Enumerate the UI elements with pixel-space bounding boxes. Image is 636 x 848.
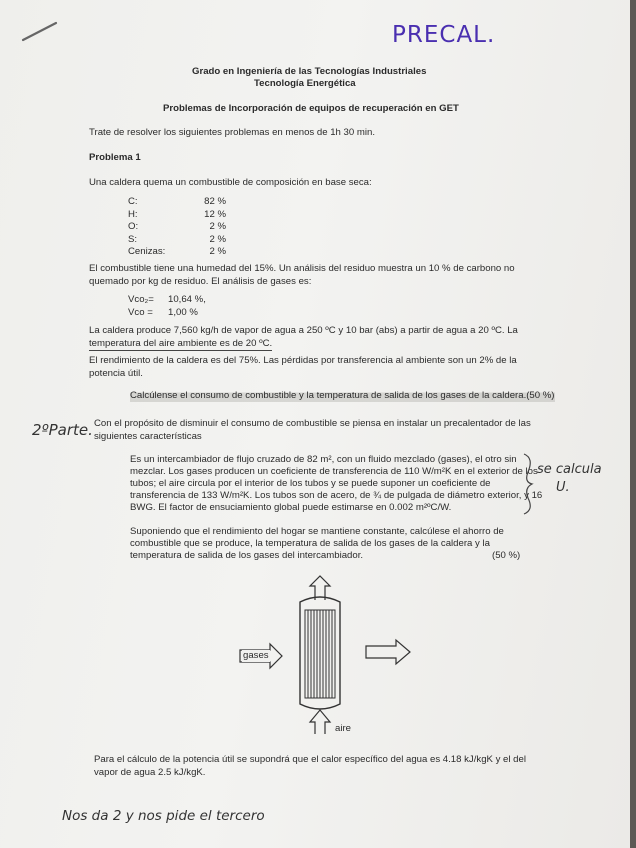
header-line-2: Tecnología Energética [254, 78, 356, 89]
production-line-2: temperatura del aire ambiente es de 20 ºC. [89, 338, 273, 349]
exchanger-line-5: BWG. El factor de ensuciamiento global puede estimarse en 0.002 m²ºC/W. [130, 502, 452, 513]
composition-row: O: 2 % [128, 221, 226, 233]
handwritten-part-2: 2ºParte. [32, 421, 93, 439]
part2-line-2: siguientes características [94, 431, 202, 442]
composition-row: H: 12 % [128, 208, 226, 220]
humidity-line-2: quemado por kg de residuo. El análisis de gases es: [89, 276, 312, 287]
assumption-line-3: temperatura de salida de los gases del intercambiador. [130, 550, 364, 561]
composition-row: S: 2 % [128, 233, 226, 245]
footnote-line-2: vapor de agua 2.5 kJ/kgK. [94, 767, 206, 778]
handwritten-note-line-2: U. [556, 480, 570, 495]
header-line-1: Grado en Ingeniería de las Tecnologías Industriales [192, 66, 427, 77]
composition-row: C: 82 % [128, 196, 226, 207]
gas-row: Vco₂= 10,64 %, [128, 294, 206, 305]
footnote-line-1: Para el cálculo de la potencia útil se supondrá que el calor específico del agua es 4.18 kJ/kgK y el del [94, 754, 526, 765]
exchanger-line-4: transferencia de 133 W/m²K. Los tubos son de acero, de ¾ de pulgada de diámetro exterior, y 16 [130, 490, 543, 501]
pen-stroke-mark [20, 20, 60, 44]
assumption-line-1: Suponiendo que el rendimiento del hogar se mantiene constante, calcúlese el ahorro de [130, 526, 504, 537]
diagram-label-gases: gases [243, 650, 269, 661]
handwritten-footer: Nos da 2 y nos pide el tercero [62, 808, 265, 824]
diagram-label-aire: aire [335, 723, 351, 734]
problem-intro: Una caldera quema un combustible de composición en base seca: [89, 177, 372, 188]
production-line-1: La caldera produce 7,560 kg/h de vapor de agua a 250 ºC y 10 bar (abs) a partir de agua a 20 ºC. La [89, 325, 518, 336]
document-subtitle: Problemas de Incorporación de equipos de recuperación en GET [163, 103, 459, 114]
handwritten-note-line-1: se calcula [537, 462, 602, 477]
instruction-text: Trate de resolver los siguientes problemas en menos de 1h 30 min. [89, 127, 376, 138]
handwritten-brace [520, 452, 538, 516]
gas-row: Vco = 1,00 % [128, 306, 198, 318]
composition-row: Cenizas: 2 % [128, 246, 226, 258]
page-edge [630, 0, 636, 848]
assumption-line-2: combustible que se produce, la temperatura de salida de los gases de la caldera y la [130, 538, 490, 549]
exchanger-line-1: Es un intercambiador de flujo cruzado de 82 m², con un fluido mezclado (gases), el otro sin [130, 454, 517, 465]
exchanger-line-3: tubos; el aire circula por el interior de los tubos y se puede suponer un coeficiente de [130, 478, 491, 489]
gas-analysis-table [128, 294, 206, 319]
question-1-text: Calcúlense el consumo de combustible y la temperatura de salida de los gases de la caldera.(50 %) [130, 390, 555, 401]
composition-table [128, 196, 226, 259]
efficiency-line-1: El rendimiento de la caldera es del 75%. Las pérdidas por transferencia al ambiente son un 2% de la [89, 355, 517, 366]
problem-title: Problema 1 [89, 152, 141, 163]
assumption-percentage: (50 %) [492, 550, 521, 561]
efficiency-line-2: potencia útil. [89, 368, 143, 379]
handwritten-precal: PRECAL. [392, 22, 496, 48]
exchanger-line-2: mezclar. Los gases producen un coeficiente de transferencia de 110 W/m²K en el exterior de los [130, 466, 538, 477]
part2-line-1: Con el propósito de disminuir el consumo de combustible se piensa en instalar un precalentador de las [94, 418, 531, 429]
humidity-line-1: El combustible tiene una humedad del 15%. Un análisis del residuo muestra un 10 % de carbono no [89, 263, 515, 274]
